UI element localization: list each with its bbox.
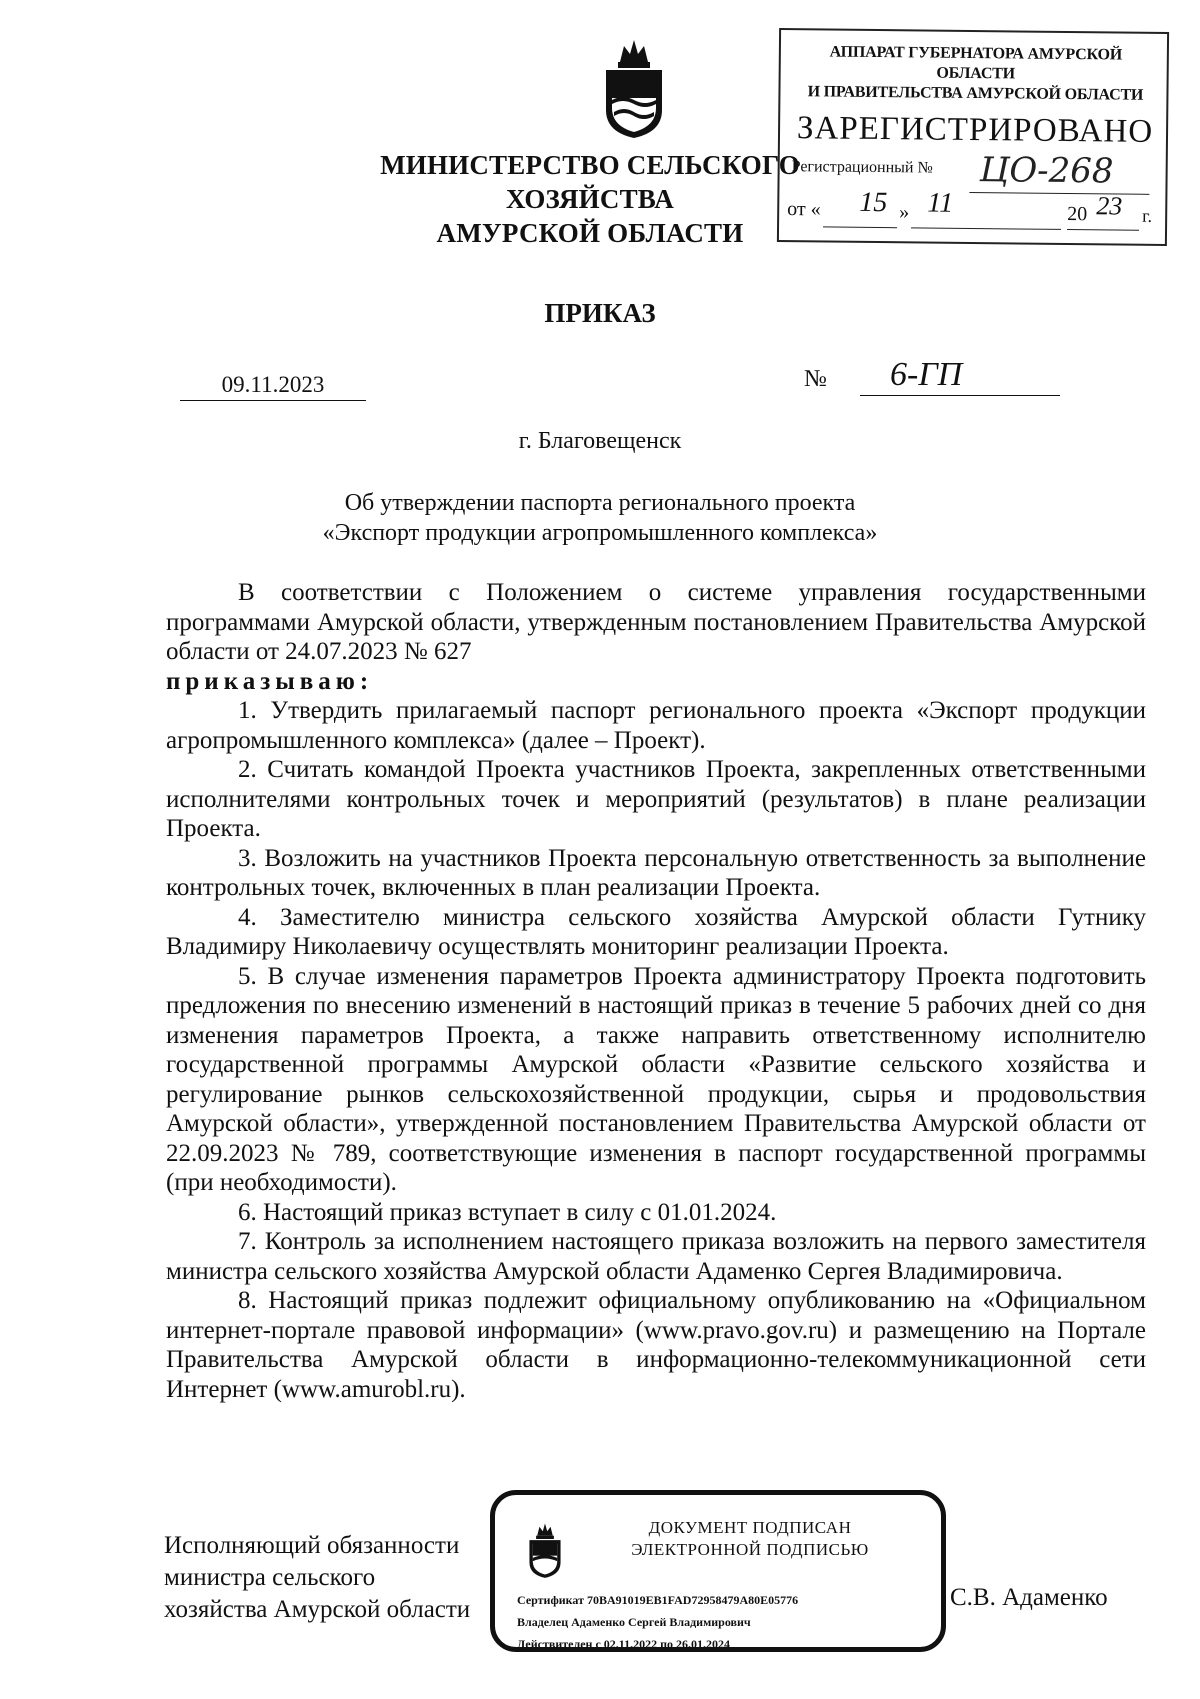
document-number-label: №	[804, 366, 827, 392]
esig-title	[585, 1517, 915, 1561]
subject-line2: «Экспорт продукции агропромышленного комплекса»	[322, 520, 878, 546]
item-5: 5. В случае изменения параметров Проекта администратору Проекта подготовить предложения по внесению изменений в настоящий приказ в течение 5 рабочих дней со дня изменения параметров Проекта, а также направить ответственному исполнителю государственной программы Амурской области «Развитие сельского хозяйства и регулирование рынков сельскохозяйственной продукции, сырья и продовольствия Амурской области», утвержденной постановлением Правительства Амурской области от 22.09.2023 № 789, соответствующие изменения в паспорт государственной программы (при необходимости).	[166, 962, 1146, 1196]
document-body	[166, 578, 1146, 1404]
stamp-office-line2: И ПРАВИТЕЛЬСТВА АМУРСКОЙ ОБЛАСТИ	[807, 83, 1144, 104]
esig-validity: Действителен с 02.11.2022 по 26.01.2024	[517, 1637, 731, 1651]
stamp-number-label: Регистрационный №	[791, 158, 933, 177]
item-8: 8. Настоящий приказ подлежит официальному опубликованию на «Официальном интернет-портале правовой информации» (www.pravo.gov.ru) и размещению на Портале Правительства Амурской области в информационно-телекоммуникационной сети Интернет (www.amurobl.ru).	[166, 1287, 1146, 1403]
document-type: ПРИКАЗ	[544, 298, 656, 328]
esig-title-line1: ДОКУМЕНТ ПОДПИСАН	[648, 1518, 852, 1537]
stamp-date-suffix: г.	[1142, 205, 1153, 226]
stamp-office	[790, 42, 1161, 106]
esig-certificate: Сертификат 70BA91019EB1FAD72958479A80E05776	[517, 1593, 799, 1607]
signatory-role-line2: министра сельского	[164, 1564, 376, 1591]
coat-of-arms-emblem	[598, 32, 670, 140]
ministry-name-line2: АМУРСКОЙ ОБЛАСТИ	[436, 218, 744, 248]
item-4: 4. Заместителю министра сельского хозяйства Амурской области Гутнику Владимиру Николаевичу осуществлять мониторинг реализации Проекта.	[166, 903, 1146, 960]
subject-line1: Об утверждении паспорта регионального проекта	[344, 490, 856, 516]
stamp-date-day: 15	[859, 186, 888, 219]
stamp-date-mid: »	[899, 201, 910, 224]
ministry-name-line1: МИНИСТЕРСТВО СЕЛЬСКОГО ХОЗЯЙСТВА	[380, 150, 800, 214]
stamp-registered: ЗАРЕГИСТРИРОВАНО	[796, 110, 1154, 150]
esig-owner: Владелец Адаменко Сергей Владимирович	[517, 1615, 751, 1629]
signatory-name: С.В. Адаменко	[950, 1584, 1108, 1611]
esig-title-line2: ЭЛЕКТРОННОЙ ПОДПИСЬЮ	[631, 1540, 869, 1559]
stamp-date-year: 23	[1096, 191, 1123, 221]
stamp-number-value: ЦО-268	[979, 150, 1114, 192]
signatory-role	[164, 1530, 504, 1626]
item-7: 7. Контроль за исполнением настоящего приказа возложить на первого заместителя министра сельского хозяйства Амурской области Адаменко Сергея Владимировича.	[166, 1228, 1146, 1285]
signatory-role-line1: Исполняющий обязанности	[164, 1532, 460, 1559]
preamble: В соответствии с Положением о системе управления государственными программами Амурской области, утвержденным постановлением Правительства Амурской области от 24.07.2023 № 627	[166, 579, 1146, 665]
item-6: 6. Настоящий приказ вступает в силу с 01.01.2024.	[238, 1198, 777, 1226]
electronic-signature-stamp	[490, 1490, 946, 1652]
document-city: г. Благовещенск	[518, 428, 682, 454]
item-3: 3. Возложить на участников Проекта персональную ответственность за выполнение контрольных точек, включенных в план реализации Проекта.	[166, 844, 1146, 901]
stamp-date-month: 11	[927, 187, 954, 219]
order-word: приказываю:	[166, 667, 374, 695]
stamp-date-prefix: от «	[787, 198, 821, 221]
item-1: 1. Утвердить прилагаемый паспорт регионального проекта «Экспорт продукции агропромышленного комплекса» (далее – Проект).	[166, 697, 1146, 754]
stamp-office-line1: АППАРАТ ГУБЕРНАТОРА АМУРСКОЙ ОБЛАСТИ	[829, 43, 1123, 83]
stamp-date-year-prefix: 20	[1067, 202, 1088, 226]
document-number-value: 6-ГП	[860, 356, 1060, 396]
document-subject	[200, 488, 1000, 548]
item-2: 2. Считать командой Проекта участников Проекта, закрепленных ответственными исполнителями контрольных точек и мероприятий (результатов) в плане реализации Проекта.	[166, 756, 1146, 842]
document-date: 09.11.2023	[180, 372, 366, 401]
signatory-role-line3: хозяйства Амурской области	[164, 1596, 471, 1623]
registration-stamp	[777, 28, 1169, 246]
esig-emblem-icon	[523, 1519, 567, 1579]
